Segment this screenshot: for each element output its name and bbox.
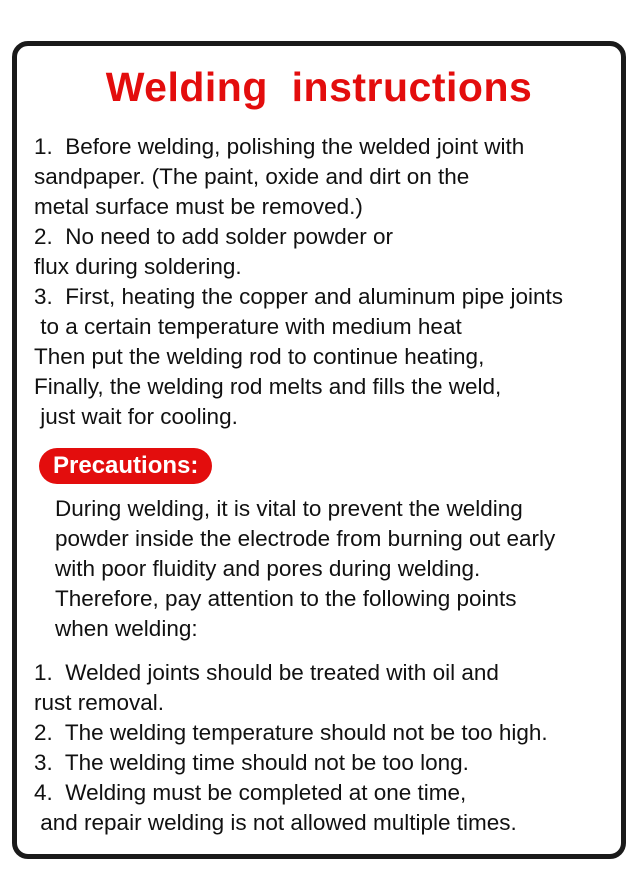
instruction-line: Finally, the welding rod melts and fills the weld, bbox=[34, 374, 502, 399]
instruction-line: just wait for cooling. bbox=[34, 404, 238, 429]
precaution-point-line: 3. The welding time should not be too long. bbox=[34, 750, 469, 775]
precaution-point-line: rust removal. bbox=[34, 690, 165, 715]
precaution-intro-line: with poor fluidity and pores during welding. bbox=[55, 556, 481, 581]
precaution-intro-line: During welding, it is vital to prevent the welding bbox=[55, 496, 523, 521]
precaution-point-line: 2. The welding temperature should not be too high. bbox=[34, 720, 548, 745]
instruction-line: 2. No need to add solder powder or bbox=[34, 224, 393, 249]
precautions-badge: Precautions: bbox=[39, 448, 212, 484]
instruction-line: Then put the welding rod to continue heating, bbox=[34, 344, 485, 369]
precaution-intro-line: Therefore, pay attention to the following points bbox=[55, 586, 517, 611]
precaution-point-line: 1. Welded joints should be treated with oil and bbox=[34, 660, 499, 685]
instructions-card bbox=[12, 41, 626, 859]
instruction-line: metal surface must be removed.) bbox=[34, 194, 363, 219]
precaution-intro-line: powder inside the electrode from burning out early bbox=[55, 526, 556, 551]
instruction-line: 1. Before welding, polishing the welded joint with bbox=[34, 134, 525, 159]
instruction-line: 3. First, heating the copper and aluminum pipe joints bbox=[34, 284, 564, 309]
precaution-point-line: and repair welding is not allowed multiple times. bbox=[34, 810, 517, 835]
instruction-line: sandpaper. (The paint, oxide and dirt on the bbox=[34, 164, 470, 189]
page-title: Welding instructions bbox=[105, 64, 533, 110]
instruction-line: flux during soldering. bbox=[34, 254, 242, 279]
instruction-line: to a certain temperature with medium heat bbox=[34, 314, 462, 339]
precaution-intro-line: when welding: bbox=[55, 616, 198, 641]
precaution-point-line: 4. Welding must be completed at one time, bbox=[34, 780, 467, 805]
